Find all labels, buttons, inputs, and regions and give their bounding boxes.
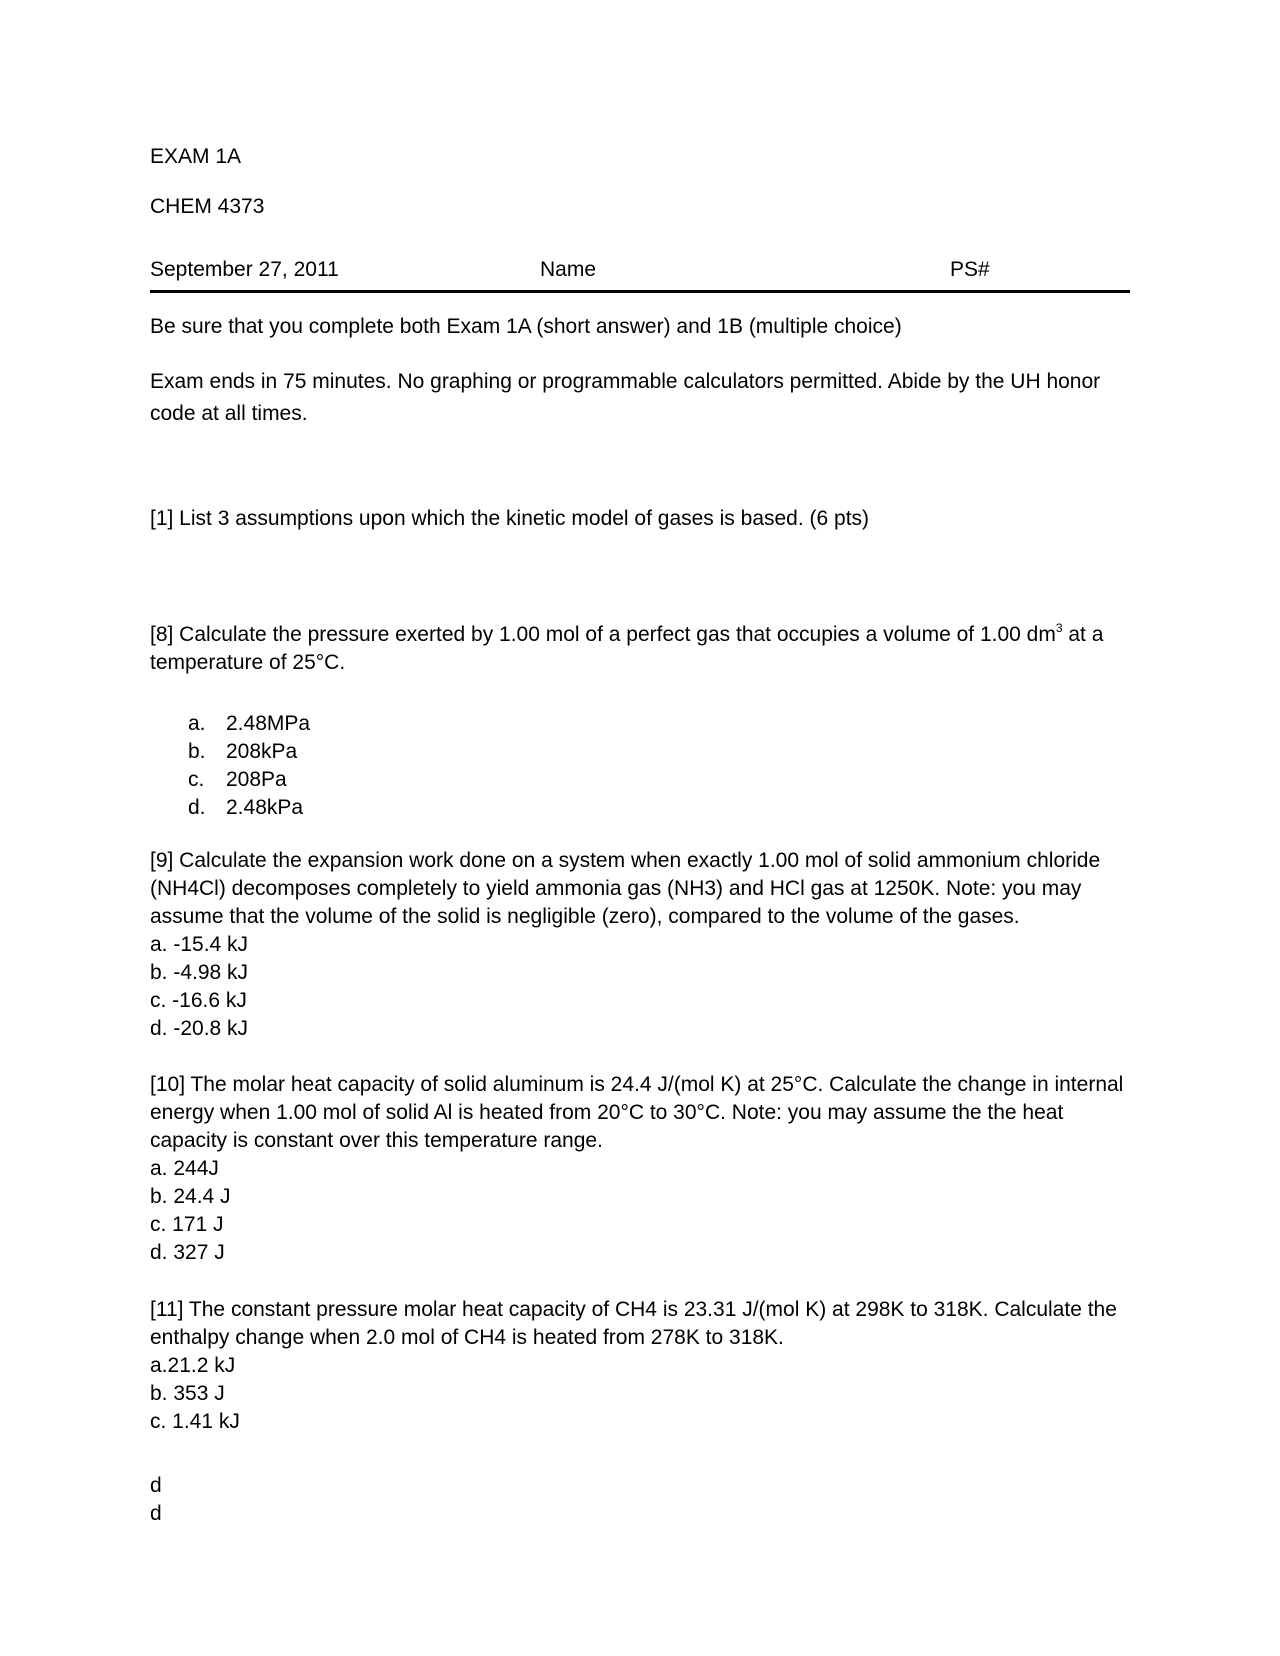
option-text: 2.48kPa xyxy=(226,796,304,819)
option-8d xyxy=(150,794,310,822)
question-9-options xyxy=(150,931,248,1043)
option-text: 208kPa xyxy=(226,740,298,763)
option-text: 2.48MPa xyxy=(226,712,311,735)
option-letter: b. xyxy=(188,740,206,763)
option-text: 208Pa xyxy=(226,768,287,791)
option-11b: b. 353 J xyxy=(150,1382,225,1405)
option-8c xyxy=(150,766,310,794)
option-9c: c. -16.6 kJ xyxy=(150,989,247,1012)
option-letter: a. xyxy=(188,712,206,735)
question-8-options xyxy=(150,710,310,822)
question-10-options xyxy=(150,1155,231,1267)
option-9a: a. -15.4 kJ xyxy=(150,933,249,956)
option-10d: d. 327 J xyxy=(150,1241,225,1264)
trailing-mark: d xyxy=(150,1502,162,1525)
trailing-mark: d xyxy=(150,1474,162,1497)
option-letter: c. xyxy=(188,768,205,791)
question-11-options xyxy=(150,1352,240,1436)
question-11: [11] The constant pressure molar heat capacity of CH4 is 23.31 J/(mol K) at 298K to 318K. Calculate the enthalpy change when 2.0 mol of CH4 is heated from 278K to 318K. xyxy=(150,1298,1117,1349)
instruction-exam-parts: Be sure that you complete both Exam 1A (short answer) and 1B (multiple choice) xyxy=(150,315,902,338)
exam-title: EXAM 1A xyxy=(150,145,242,168)
option-9b: b. -4.98 kJ xyxy=(150,961,249,984)
question-8 xyxy=(150,621,1125,677)
option-10c: c. 171 J xyxy=(150,1213,224,1236)
option-10a: a. 244J xyxy=(150,1157,219,1180)
instruction-time-rules: Exam ends in 75 minutes. No graphing or programmable calculators permitted. Abide by the UH honor code at all times. xyxy=(150,370,1101,425)
option-11c: c. 1.41 kJ xyxy=(150,1410,240,1433)
name-label: Name xyxy=(540,258,597,281)
question-9: [9] Calculate the expansion work done on a system when exactly 1.00 mol of solid ammonium chloride (NH4Cl) decomposes completely to yield ammonia gas (NH3) and HCl gas at 1250K. Note: you may assume that the volume of the solid is negligible (zero), compared to the volume of the gases. xyxy=(150,849,1101,928)
option-9d: d. -20.8 kJ xyxy=(150,1017,249,1040)
option-10b: b. 24.4 J xyxy=(150,1185,231,1208)
question-1: [1] List 3 assumptions upon which the kinetic model of gases is based. (6 pts) xyxy=(150,507,870,530)
option-8b xyxy=(150,738,310,766)
question-8-text: [8] Calculate the pressure exerted by 1.00 mol of a perfect gas that occupies a volume of 1.00 dm xyxy=(150,623,1056,646)
option-8a xyxy=(150,710,310,738)
course-code: CHEM 4373 xyxy=(150,195,265,218)
question-10: [10] The molar heat capacity of solid aluminum is 24.4 J/(mol K) at 25°C. Calculate the change in internal energy when 1.00 mol of solid Al is heated from 20°C to 30°C. Note: you may assume the the heat capacity is constant over this temperature range. xyxy=(150,1073,1124,1152)
exam-date: September 27, 2011 xyxy=(150,258,339,281)
ps-label: PS# xyxy=(950,258,990,281)
exam-header-row xyxy=(150,256,1130,293)
option-letter: d. xyxy=(188,796,206,819)
question-8-superscript: 3 xyxy=(1055,621,1063,635)
trailing-marks xyxy=(150,1472,162,1528)
question-8-text-end: at a temperature of 25°C. xyxy=(150,623,1104,674)
option-11a: a.21.2 kJ xyxy=(150,1354,236,1377)
